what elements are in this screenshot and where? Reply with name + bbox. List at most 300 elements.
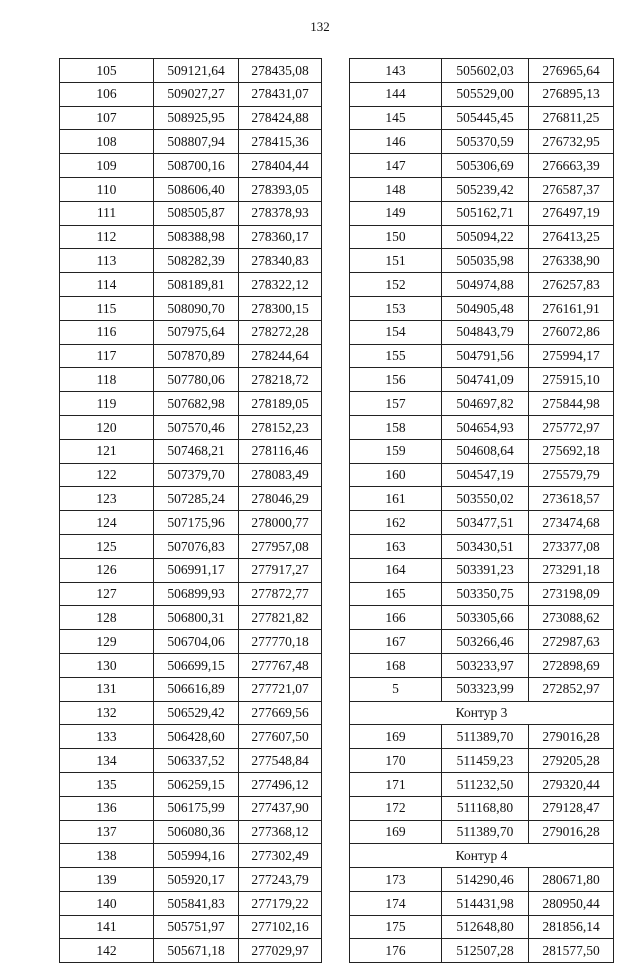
y-coordinate-cell: 278340,83 — [239, 249, 322, 273]
x-coordinate-cell: 505751,97 — [154, 915, 239, 939]
point-number-cell: 110 — [60, 177, 154, 201]
point-number-cell: 117 — [60, 344, 154, 368]
x-coordinate-cell: 504654,93 — [442, 415, 529, 439]
table-row — [350, 344, 614, 368]
table-row — [60, 106, 322, 130]
y-coordinate-cell: 276965,64 — [529, 59, 614, 83]
y-coordinate-cell: 277437,90 — [239, 796, 322, 820]
table-row — [60, 701, 322, 725]
x-coordinate-cell: 507076,83 — [154, 534, 239, 558]
y-coordinate-cell: 279320,44 — [529, 772, 614, 796]
x-coordinate-cell: 511459,23 — [442, 749, 529, 773]
table-row — [350, 582, 614, 606]
x-coordinate-cell: 504791,56 — [442, 344, 529, 368]
point-number-cell: 163 — [350, 534, 442, 558]
y-coordinate-cell: 277721,07 — [239, 677, 322, 701]
y-coordinate-cell: 276257,83 — [529, 273, 614, 297]
x-coordinate-cell: 505445,45 — [442, 106, 529, 130]
x-coordinate-cell: 503233,97 — [442, 653, 529, 677]
point-number-cell: 147 — [350, 154, 442, 178]
y-coordinate-cell: 277496,12 — [239, 772, 322, 796]
y-coordinate-cell: 276811,25 — [529, 106, 614, 130]
table-row — [350, 296, 614, 320]
table-row — [350, 653, 614, 677]
x-coordinate-cell: 508090,70 — [154, 296, 239, 320]
y-coordinate-cell: 278152,23 — [239, 415, 322, 439]
coordinates-table-left — [59, 58, 322, 963]
y-coordinate-cell: 278116,46 — [239, 439, 322, 463]
point-number-cell: 130 — [60, 653, 154, 677]
point-number-cell: 137 — [60, 820, 154, 844]
point-number-cell: 133 — [60, 725, 154, 749]
table-row — [350, 772, 614, 796]
x-coordinate-cell: 506529,42 — [154, 701, 239, 725]
x-coordinate-cell: 507780,06 — [154, 368, 239, 392]
point-number-cell: 116 — [60, 320, 154, 344]
table-row — [60, 630, 322, 654]
y-coordinate-cell: 278360,17 — [239, 225, 322, 249]
point-number-cell: 151 — [350, 249, 442, 273]
y-coordinate-cell: 277770,18 — [239, 630, 322, 654]
x-coordinate-cell: 505920,17 — [154, 868, 239, 892]
x-coordinate-cell: 511389,70 — [442, 820, 529, 844]
point-number-cell: 168 — [350, 653, 442, 677]
table-row — [350, 796, 614, 820]
point-number-cell: 160 — [350, 463, 442, 487]
y-coordinate-cell: 280671,80 — [529, 868, 614, 892]
x-coordinate-cell: 507285,24 — [154, 487, 239, 511]
x-coordinate-cell: 503550,02 — [442, 487, 529, 511]
x-coordinate-cell: 504697,82 — [442, 392, 529, 416]
coordinates-table-right-body — [350, 59, 614, 963]
point-number-cell: 157 — [350, 392, 442, 416]
point-number-cell: 175 — [350, 915, 442, 939]
x-coordinate-cell: 506337,52 — [154, 749, 239, 773]
table-row — [60, 749, 322, 773]
point-number-cell: 173 — [350, 868, 442, 892]
x-coordinate-cell: 511389,70 — [442, 725, 529, 749]
x-coordinate-cell: 507468,21 — [154, 439, 239, 463]
x-coordinate-cell: 508700,16 — [154, 154, 239, 178]
point-number-cell: 171 — [350, 772, 442, 796]
y-coordinate-cell: 279016,28 — [529, 820, 614, 844]
table-row — [60, 915, 322, 939]
y-coordinate-cell: 277669,56 — [239, 701, 322, 725]
y-coordinate-cell: 275844,98 — [529, 392, 614, 416]
point-number-cell: 161 — [350, 487, 442, 511]
x-coordinate-cell: 504905,48 — [442, 296, 529, 320]
table-row — [60, 511, 322, 535]
point-number-cell: 107 — [60, 106, 154, 130]
point-number-cell: 105 — [60, 59, 154, 83]
table-row — [350, 177, 614, 201]
y-coordinate-cell: 273377,08 — [529, 534, 614, 558]
point-number-cell: 169 — [350, 725, 442, 749]
x-coordinate-cell: 505162,71 — [442, 201, 529, 225]
y-coordinate-cell: 279205,28 — [529, 749, 614, 773]
table-row — [60, 891, 322, 915]
y-coordinate-cell: 273198,09 — [529, 582, 614, 606]
table-row — [60, 415, 322, 439]
point-number-cell: 144 — [350, 82, 442, 106]
point-number-cell: 124 — [60, 511, 154, 535]
point-number-cell: 170 — [350, 749, 442, 773]
y-coordinate-cell: 278424,88 — [239, 106, 322, 130]
table-row — [60, 225, 322, 249]
table-row — [60, 534, 322, 558]
table-row — [350, 891, 614, 915]
table-row — [350, 939, 614, 963]
section-header-row — [350, 701, 614, 725]
point-number-cell: 166 — [350, 606, 442, 630]
point-number-cell: 142 — [60, 939, 154, 963]
table-row — [60, 582, 322, 606]
x-coordinate-cell: 505841,83 — [154, 891, 239, 915]
y-coordinate-cell: 276497,19 — [529, 201, 614, 225]
y-coordinate-cell: 277548,84 — [239, 749, 322, 773]
y-coordinate-cell: 273474,68 — [529, 511, 614, 535]
x-coordinate-cell: 505239,42 — [442, 177, 529, 201]
table-row — [350, 749, 614, 773]
table-row — [350, 677, 614, 701]
point-number-cell: 164 — [350, 558, 442, 582]
contour-section-title: Контур 3 — [350, 701, 614, 725]
table-row — [60, 868, 322, 892]
y-coordinate-cell: 278322,12 — [239, 273, 322, 297]
point-number-cell: 126 — [60, 558, 154, 582]
x-coordinate-cell: 503323,99 — [442, 677, 529, 701]
table-row — [60, 177, 322, 201]
point-number-cell: 125 — [60, 534, 154, 558]
x-coordinate-cell: 507175,96 — [154, 511, 239, 535]
point-number-cell: 114 — [60, 273, 154, 297]
y-coordinate-cell: 279128,47 — [529, 796, 614, 820]
table-row — [60, 844, 322, 868]
y-coordinate-cell: 277872,77 — [239, 582, 322, 606]
table-row — [350, 606, 614, 630]
y-coordinate-cell: 278404,44 — [239, 154, 322, 178]
y-coordinate-cell: 276587,37 — [529, 177, 614, 201]
x-coordinate-cell: 506616,89 — [154, 677, 239, 701]
y-coordinate-cell: 276072,86 — [529, 320, 614, 344]
table-row — [350, 392, 614, 416]
point-number-cell: 106 — [60, 82, 154, 106]
y-coordinate-cell: 276663,39 — [529, 154, 614, 178]
point-number-cell: 120 — [60, 415, 154, 439]
y-coordinate-cell: 278083,49 — [239, 463, 322, 487]
point-number-cell: 153 — [350, 296, 442, 320]
x-coordinate-cell: 504843,79 — [442, 320, 529, 344]
y-coordinate-cell: 276413,25 — [529, 225, 614, 249]
y-coordinate-cell: 277243,79 — [239, 868, 322, 892]
x-coordinate-cell: 505035,98 — [442, 249, 529, 273]
y-coordinate-cell: 275579,79 — [529, 463, 614, 487]
table-row — [60, 392, 322, 416]
coordinates-table-left-body — [60, 59, 322, 963]
x-coordinate-cell: 506991,17 — [154, 558, 239, 582]
table-row — [60, 59, 322, 83]
y-coordinate-cell: 277767,48 — [239, 653, 322, 677]
point-number-cell: 148 — [350, 177, 442, 201]
table-row — [350, 487, 614, 511]
x-coordinate-cell: 505602,03 — [442, 59, 529, 83]
y-coordinate-cell: 278218,72 — [239, 368, 322, 392]
table-row — [350, 630, 614, 654]
x-coordinate-cell: 508925,95 — [154, 106, 239, 130]
x-coordinate-cell: 507570,46 — [154, 415, 239, 439]
x-coordinate-cell: 505671,18 — [154, 939, 239, 963]
y-coordinate-cell: 272898,69 — [529, 653, 614, 677]
y-coordinate-cell: 277957,08 — [239, 534, 322, 558]
point-number-cell: 156 — [350, 368, 442, 392]
point-number-cell: 158 — [350, 415, 442, 439]
point-number-cell: 134 — [60, 749, 154, 773]
x-coordinate-cell: 509027,27 — [154, 82, 239, 106]
point-number-cell: 5 — [350, 677, 442, 701]
point-number-cell: 131 — [60, 677, 154, 701]
contour-section-title: Контур 4 — [350, 844, 614, 868]
x-coordinate-cell: 506175,99 — [154, 796, 239, 820]
y-coordinate-cell: 275772,97 — [529, 415, 614, 439]
y-coordinate-cell: 278189,05 — [239, 392, 322, 416]
x-coordinate-cell: 506800,31 — [154, 606, 239, 630]
coordinates-table-right — [349, 58, 614, 963]
x-coordinate-cell: 503266,46 — [442, 630, 529, 654]
table-row — [350, 225, 614, 249]
x-coordinate-cell: 508189,81 — [154, 273, 239, 297]
y-coordinate-cell: 277368,12 — [239, 820, 322, 844]
table-row — [350, 511, 614, 535]
y-coordinate-cell: 273291,18 — [529, 558, 614, 582]
point-number-cell: 167 — [350, 630, 442, 654]
x-coordinate-cell: 506080,36 — [154, 820, 239, 844]
y-coordinate-cell: 277917,27 — [239, 558, 322, 582]
point-number-cell: 162 — [350, 511, 442, 535]
table-row — [350, 320, 614, 344]
y-coordinate-cell: 276895,13 — [529, 82, 614, 106]
table-row — [350, 915, 614, 939]
table-row — [350, 534, 614, 558]
table-row — [350, 439, 614, 463]
x-coordinate-cell: 503430,51 — [442, 534, 529, 558]
x-coordinate-cell: 505994,16 — [154, 844, 239, 868]
point-number-cell: 118 — [60, 368, 154, 392]
table-row — [60, 296, 322, 320]
point-number-cell: 141 — [60, 915, 154, 939]
table-row — [350, 201, 614, 225]
x-coordinate-cell: 506899,93 — [154, 582, 239, 606]
x-coordinate-cell: 506428,60 — [154, 725, 239, 749]
y-coordinate-cell: 277029,97 — [239, 939, 322, 963]
y-coordinate-cell: 281577,50 — [529, 939, 614, 963]
y-coordinate-cell: 276161,91 — [529, 296, 614, 320]
x-coordinate-cell: 506699,15 — [154, 653, 239, 677]
point-number-cell: 121 — [60, 439, 154, 463]
x-coordinate-cell: 504547,19 — [442, 463, 529, 487]
point-number-cell: 109 — [60, 154, 154, 178]
point-number-cell: 139 — [60, 868, 154, 892]
y-coordinate-cell: 273618,57 — [529, 487, 614, 511]
x-coordinate-cell: 503391,23 — [442, 558, 529, 582]
x-coordinate-cell: 512648,80 — [442, 915, 529, 939]
x-coordinate-cell: 506259,15 — [154, 772, 239, 796]
y-coordinate-cell: 272987,63 — [529, 630, 614, 654]
x-coordinate-cell: 503477,51 — [442, 511, 529, 535]
y-coordinate-cell: 276732,95 — [529, 130, 614, 154]
x-coordinate-cell: 504741,09 — [442, 368, 529, 392]
x-coordinate-cell: 511232,50 — [442, 772, 529, 796]
table-row — [350, 463, 614, 487]
x-coordinate-cell: 508807,94 — [154, 130, 239, 154]
x-coordinate-cell: 508388,98 — [154, 225, 239, 249]
table-row — [350, 59, 614, 83]
x-coordinate-cell: 507975,64 — [154, 320, 239, 344]
table-row — [60, 796, 322, 820]
x-coordinate-cell: 507870,89 — [154, 344, 239, 368]
point-number-cell: 155 — [350, 344, 442, 368]
y-coordinate-cell: 281856,14 — [529, 915, 614, 939]
point-number-cell: 132 — [60, 701, 154, 725]
y-coordinate-cell: 278244,64 — [239, 344, 322, 368]
y-coordinate-cell: 278378,93 — [239, 201, 322, 225]
x-coordinate-cell: 504974,88 — [442, 273, 529, 297]
y-coordinate-cell: 272852,97 — [529, 677, 614, 701]
point-number-cell: 169 — [350, 820, 442, 844]
table-row — [60, 273, 322, 297]
table-row — [60, 368, 322, 392]
section-header-row — [350, 844, 614, 868]
page-number: 132 — [310, 19, 330, 34]
x-coordinate-cell: 508505,87 — [154, 201, 239, 225]
point-number-cell: 119 — [60, 392, 154, 416]
point-number-cell: 111 — [60, 201, 154, 225]
x-coordinate-cell: 507379,70 — [154, 463, 239, 487]
y-coordinate-cell: 278272,28 — [239, 320, 322, 344]
y-coordinate-cell: 278415,36 — [239, 130, 322, 154]
x-coordinate-cell: 505370,59 — [442, 130, 529, 154]
x-coordinate-cell: 507682,98 — [154, 392, 239, 416]
table-row — [350, 415, 614, 439]
point-number-cell: 174 — [350, 891, 442, 915]
table-row — [350, 368, 614, 392]
point-number-cell: 172 — [350, 796, 442, 820]
point-number-cell: 165 — [350, 582, 442, 606]
table-row — [60, 820, 322, 844]
table-row — [60, 439, 322, 463]
x-coordinate-cell: 503350,75 — [442, 582, 529, 606]
y-coordinate-cell: 278431,07 — [239, 82, 322, 106]
point-number-cell: 149 — [350, 201, 442, 225]
table-row — [60, 344, 322, 368]
point-number-cell: 113 — [60, 249, 154, 273]
x-coordinate-cell: 505094,22 — [442, 225, 529, 249]
point-number-cell: 140 — [60, 891, 154, 915]
table-row — [60, 130, 322, 154]
x-coordinate-cell: 514431,98 — [442, 891, 529, 915]
y-coordinate-cell: 278393,05 — [239, 177, 322, 201]
point-number-cell: 154 — [350, 320, 442, 344]
point-number-cell: 129 — [60, 630, 154, 654]
point-number-cell: 152 — [350, 273, 442, 297]
x-coordinate-cell: 505529,00 — [442, 82, 529, 106]
table-row — [350, 249, 614, 273]
table-row — [60, 249, 322, 273]
table-row — [350, 154, 614, 178]
x-coordinate-cell: 508606,40 — [154, 177, 239, 201]
table-row — [60, 154, 322, 178]
y-coordinate-cell: 273088,62 — [529, 606, 614, 630]
x-coordinate-cell: 514290,46 — [442, 868, 529, 892]
x-coordinate-cell: 512507,28 — [442, 939, 529, 963]
point-number-cell: 143 — [350, 59, 442, 83]
point-number-cell: 112 — [60, 225, 154, 249]
x-coordinate-cell: 503305,66 — [442, 606, 529, 630]
point-number-cell: 127 — [60, 582, 154, 606]
x-coordinate-cell: 505306,69 — [442, 154, 529, 178]
table-row — [60, 772, 322, 796]
point-number-cell: 176 — [350, 939, 442, 963]
y-coordinate-cell: 279016,28 — [529, 725, 614, 749]
point-number-cell: 145 — [350, 106, 442, 130]
y-coordinate-cell: 275692,18 — [529, 439, 614, 463]
table-row — [60, 558, 322, 582]
point-number-cell: 128 — [60, 606, 154, 630]
y-coordinate-cell: 276338,90 — [529, 249, 614, 273]
y-coordinate-cell: 277179,22 — [239, 891, 322, 915]
point-number-cell: 138 — [60, 844, 154, 868]
point-number-cell: 122 — [60, 463, 154, 487]
point-number-cell: 123 — [60, 487, 154, 511]
point-number-cell: 135 — [60, 772, 154, 796]
table-row — [350, 273, 614, 297]
point-number-cell: 115 — [60, 296, 154, 320]
x-coordinate-cell: 506704,06 — [154, 630, 239, 654]
table-row — [350, 725, 614, 749]
table-row — [60, 725, 322, 749]
y-coordinate-cell: 275994,17 — [529, 344, 614, 368]
y-coordinate-cell: 275915,10 — [529, 368, 614, 392]
table-row — [350, 130, 614, 154]
table-row — [60, 320, 322, 344]
point-number-cell: 159 — [350, 439, 442, 463]
point-number-cell: 146 — [350, 130, 442, 154]
table-row — [350, 558, 614, 582]
table-row — [350, 106, 614, 130]
x-coordinate-cell: 511168,80 — [442, 796, 529, 820]
point-number-cell: 108 — [60, 130, 154, 154]
y-coordinate-cell: 280950,44 — [529, 891, 614, 915]
x-coordinate-cell: 509121,64 — [154, 59, 239, 83]
y-coordinate-cell: 277607,50 — [239, 725, 322, 749]
table-row — [60, 82, 322, 106]
table-row — [60, 201, 322, 225]
point-number-cell: 150 — [350, 225, 442, 249]
table-row — [60, 606, 322, 630]
x-coordinate-cell: 508282,39 — [154, 249, 239, 273]
point-number-cell: 136 — [60, 796, 154, 820]
y-coordinate-cell: 278435,08 — [239, 59, 322, 83]
table-row — [350, 820, 614, 844]
table-row — [60, 939, 322, 963]
y-coordinate-cell: 277821,82 — [239, 606, 322, 630]
x-coordinate-cell: 504608,64 — [442, 439, 529, 463]
y-coordinate-cell: 278046,29 — [239, 487, 322, 511]
table-row — [60, 677, 322, 701]
y-coordinate-cell: 277102,16 — [239, 915, 322, 939]
table-row — [60, 463, 322, 487]
table-row — [350, 82, 614, 106]
table-row — [350, 868, 614, 892]
